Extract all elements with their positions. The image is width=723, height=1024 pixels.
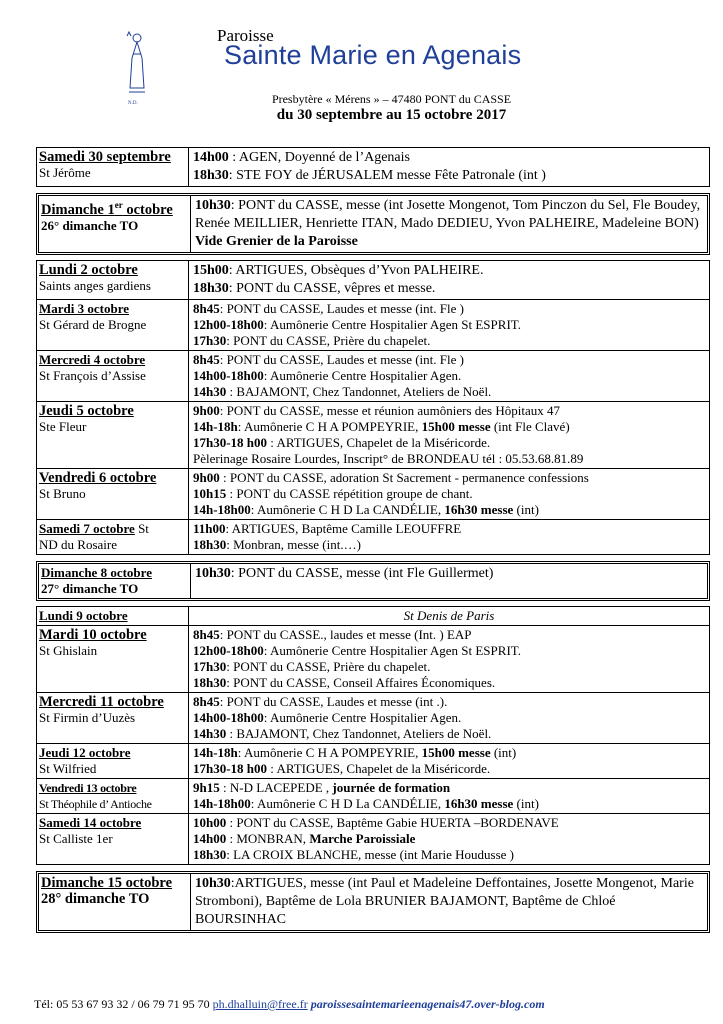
event-line: Vide Grenier de la Paroisse — [195, 234, 358, 249]
day-saint: St Ghislain — [39, 643, 98, 658]
day-name: Jeudi 12 octobre — [39, 745, 131, 760]
day-saint: 27° dimanche TO — [41, 581, 139, 596]
event-line: 18h30: Monbran, messe (int.…) — [193, 537, 361, 552]
event-line: 14h-18h: Aumônerie C H A POMPEYRIE, 15h00 messe (int) — [193, 745, 517, 760]
events-cell — [191, 564, 707, 598]
day-cell — [37, 779, 189, 813]
schedule-block — [36, 147, 710, 187]
table-row — [39, 874, 707, 930]
events-cell — [189, 469, 709, 519]
event-line: 9h00 : PONT du CASSE, adoration St Sacrement - permanence confessions — [193, 470, 589, 485]
svg-text:N.D.: N.D. — [128, 101, 138, 106]
event-line: 9h15 : N-D LACEPEDE , journée de formation — [193, 780, 451, 795]
schedule-block-sunday — [36, 561, 710, 601]
day-saint: ND du Rosaire — [39, 537, 117, 552]
day-name: Mardi 10 octobre — [39, 627, 147, 643]
event-line: 10h15 : PONT du CASSE répétition groupe de chant. — [193, 486, 473, 501]
event-line: 14h30 : BAJAMONT, Chez Tandonnet, Ateliers de Noël. — [193, 726, 492, 741]
event-line: 11h00: ARTIGUES, Baptême Camille LEOUFFRE — [193, 521, 462, 536]
day-cell — [37, 814, 189, 864]
day-name: Mardi 3 octobre — [39, 301, 130, 316]
table-row — [37, 261, 709, 300]
table-row — [37, 300, 709, 351]
day-saint: St François d’Assise — [39, 368, 146, 383]
events-cell — [191, 874, 707, 930]
day-cell — [37, 469, 189, 519]
events-cell — [189, 261, 709, 299]
event-line: 18h30: STE FOY de JÉRUSALEM messe Fête Patronale (int ) — [193, 168, 546, 183]
day-saint: St Bruno — [39, 486, 86, 501]
table-row — [37, 469, 709, 520]
table-row — [37, 814, 709, 864]
day-saint: St Théophile d’ Antioche — [39, 797, 152, 811]
events-cell: St Denis de Paris — [403, 608, 495, 623]
event-line: 14h00-18h00: Aumônerie Centre Hospitalier Agen. — [193, 368, 462, 383]
day-saint: St Wilfried — [39, 761, 97, 776]
footer-phone: Tél: 05 53 67 93 32 / 06 79 71 95 70 — [34, 997, 210, 1011]
event-line: 14h00 : AGEN, Doyenné de l’Agenais — [193, 150, 410, 165]
events-cell — [189, 148, 709, 186]
events-cell — [189, 351, 709, 401]
day-name: Dimanche 8 octobre — [41, 565, 152, 580]
day-cell — [37, 261, 189, 299]
schedule-block — [36, 260, 710, 555]
day-cell — [37, 607, 189, 625]
day-cell — [39, 564, 191, 598]
day-saint: Ste Fleur — [39, 419, 87, 434]
table-row — [37, 779, 709, 814]
event-line: 9h00: PONT du CASSE, messe et réunion aumôniers des Hôpitaux 47 — [193, 403, 560, 418]
day-cell — [37, 520, 189, 554]
footer-email-link[interactable]: ph.dhalluin@free.fr — [212, 997, 308, 1011]
day-saint: St Gérard de Brogne — [39, 317, 147, 332]
event-line: 14h-18h00: Aumônerie C H D La CANDÉLIE, 16h30 messe (int) — [193, 796, 539, 811]
day-cell — [37, 693, 189, 743]
day-cell — [37, 300, 189, 350]
day-name: Lundi 2 octobre — [39, 262, 138, 278]
day-name: Samedi 7 octobre — [39, 521, 135, 536]
day-cell — [37, 744, 189, 778]
header — [0, 0, 723, 148]
event-line: Pèlerinage Rosaire Lourdes, Inscript° de BRONDEAU tél : 05.53.68.81.89 — [193, 451, 584, 466]
events-cell — [189, 300, 709, 350]
events-cell — [189, 779, 709, 813]
event-line: 14h-18h: Aumônerie C H A POMPEYRIE, 15h00 messe (int Fle Clavé) — [193, 419, 570, 434]
event-line: 18h30: PONT du CASSE, vêpres et messe. — [193, 281, 436, 296]
events-cell — [189, 626, 709, 692]
event-line: 10h30:ARTIGUES, messe (int Paul et Madeleine Deffontaines, Josette Mongenot, Marie Stromboni), Baptême de Lola BRUNIER BAJAMONT, Baptême de Chloé BOURSINHAC — [195, 876, 694, 927]
event-line: 12h00-18h00: Aumônerie Centre Hospitalier Agen St ESPRIT. — [193, 317, 521, 332]
day-name: Dimanche 1er octobre — [41, 200, 173, 218]
schedule-block — [36, 606, 710, 865]
header-paroisse: Paroisse — [217, 26, 274, 45]
schedule-block-sunday — [36, 871, 710, 933]
event-line: 10h00 : PONT du CASSE, Baptême Gabie HUERTA –BORDENAVE — [193, 815, 559, 830]
day-saint: St Firmin d’Uuzès — [39, 710, 136, 725]
events-cell — [189, 520, 709, 554]
table-row — [37, 626, 709, 693]
event-line: 15h00: ARTIGUES, Obsèques d’Yvon PALHEIRE. — [193, 263, 484, 278]
event-line: 14h30 : BAJAMONT, Chez Tandonnet, Ateliers de Noël. — [193, 384, 492, 399]
event-line: 10h30: PONT du CASSE, messe (int Fle Guillermet) — [195, 566, 494, 581]
events-cell — [189, 744, 709, 778]
events-cell — [189, 402, 709, 468]
table-row — [37, 148, 709, 186]
table-row — [37, 402, 709, 469]
day-saint: Saints anges gardiens — [39, 278, 151, 293]
table-row — [37, 693, 709, 744]
day-saint: St Jérôme — [39, 165, 91, 180]
table-row — [37, 607, 709, 626]
footer — [34, 997, 545, 1012]
table-row — [39, 564, 707, 598]
event-line: 17h30: PONT du CASSE, Prière du chapelet. — [193, 333, 431, 348]
event-line: 17h30-18 h00 : ARTIGUES, Chapelet de la Miséricorde. — [193, 435, 491, 450]
day-cell — [37, 351, 189, 401]
day-name: Mercredi 11 octobre — [39, 694, 164, 710]
event-line: 18h30: LA CROIX BLANCHE, messe (int Marie Houdusse ) — [193, 847, 515, 862]
table-row — [37, 351, 709, 402]
day-name: Samedi 30 septembre — [39, 149, 171, 165]
day-cell — [37, 148, 189, 186]
day-saint: 28° dimanche TO — [41, 891, 150, 907]
event-line: 8h45: PONT du CASSE, Laudes et messe (int. Fle ) — [193, 352, 464, 367]
event-line: 8h45: PONT du CASSE, Laudes et messe (int .). — [193, 694, 448, 709]
day-cell — [37, 626, 189, 692]
footer-blog-link[interactable]: paroissesaintemarieenagenais47.over-blog.com — [310, 997, 545, 1011]
day-saint: 26° dimanche TO — [41, 217, 139, 233]
table-row — [37, 744, 709, 779]
day-name-line: Samedi 7 octobre St — [39, 521, 149, 536]
event-line: 14h00-18h00: Aumônerie Centre Hospitalier Agen. — [193, 710, 462, 725]
table-row — [39, 196, 707, 252]
event-line: 17h30-18 h00 : ARTIGUES, Chapelet de la Miséricorde. — [193, 761, 491, 776]
events-cell — [191, 196, 707, 252]
event-line: 14h00 : MONBRAN, Marche Paroissiale — [193, 831, 416, 846]
table-row — [37, 520, 709, 554]
schedule-block-sunday — [36, 193, 710, 255]
event-line: 17h30: PONT du CASSE, Prière du chapelet. — [193, 659, 431, 674]
day-cell — [39, 196, 191, 252]
events-cell — [189, 814, 709, 864]
day-name: Jeudi 5 octobre — [39, 403, 134, 419]
day-name: Vendredi 6 octobre — [39, 470, 157, 486]
event-line: 12h00-18h00: Aumônerie Centre Hospitalier Agen St ESPRIT. — [193, 643, 521, 658]
event-line: 8h45: PONT du CASSE, Laudes et messe (int. Fle ) — [193, 301, 464, 316]
header-address: Presbytère « Mérens » – 47480 PONT du CASSE — [271, 92, 512, 106]
day-name: Samedi 14 octobre — [39, 815, 142, 830]
day-cell — [37, 402, 189, 468]
header-dates: du 30 septembre au 15 octobre 2017 — [276, 107, 507, 123]
schedule-table — [36, 148, 710, 939]
day-saint: St Calliste 1er — [39, 831, 113, 846]
event-line: 10h30: PONT du CASSE, messe (int Josette Mongenot, Tom Pinczon du Sel, Fle Boudey, Renée MEILLIER, Henriette ITAN, Mado DEDIEU, Yvon PALHEIRE, Madeleine BON) — [195, 198, 701, 231]
events-cell — [189, 693, 709, 743]
day-name: Dimanche 15 octobre — [41, 875, 173, 891]
day-name: Lundi 9 octobre — [39, 608, 128, 623]
event-line: 14h-18h00: Aumônerie C H D La CANDÉLIE, 16h30 messe (int) — [193, 502, 539, 517]
day-name: Vendredi 13 octobre — [39, 781, 137, 795]
event-line: 8h45: PONT du CASSE., laudes et messe (Int. ) EAP — [193, 627, 472, 642]
day-cell — [39, 874, 191, 930]
page-title: Sainte Marie en Agenais — [224, 40, 522, 70]
event-line: 18h30: PONT du CASSE, Conseil Affaires Économiques. — [193, 675, 496, 690]
day-name: Mercredi 4 octobre — [39, 352, 146, 367]
